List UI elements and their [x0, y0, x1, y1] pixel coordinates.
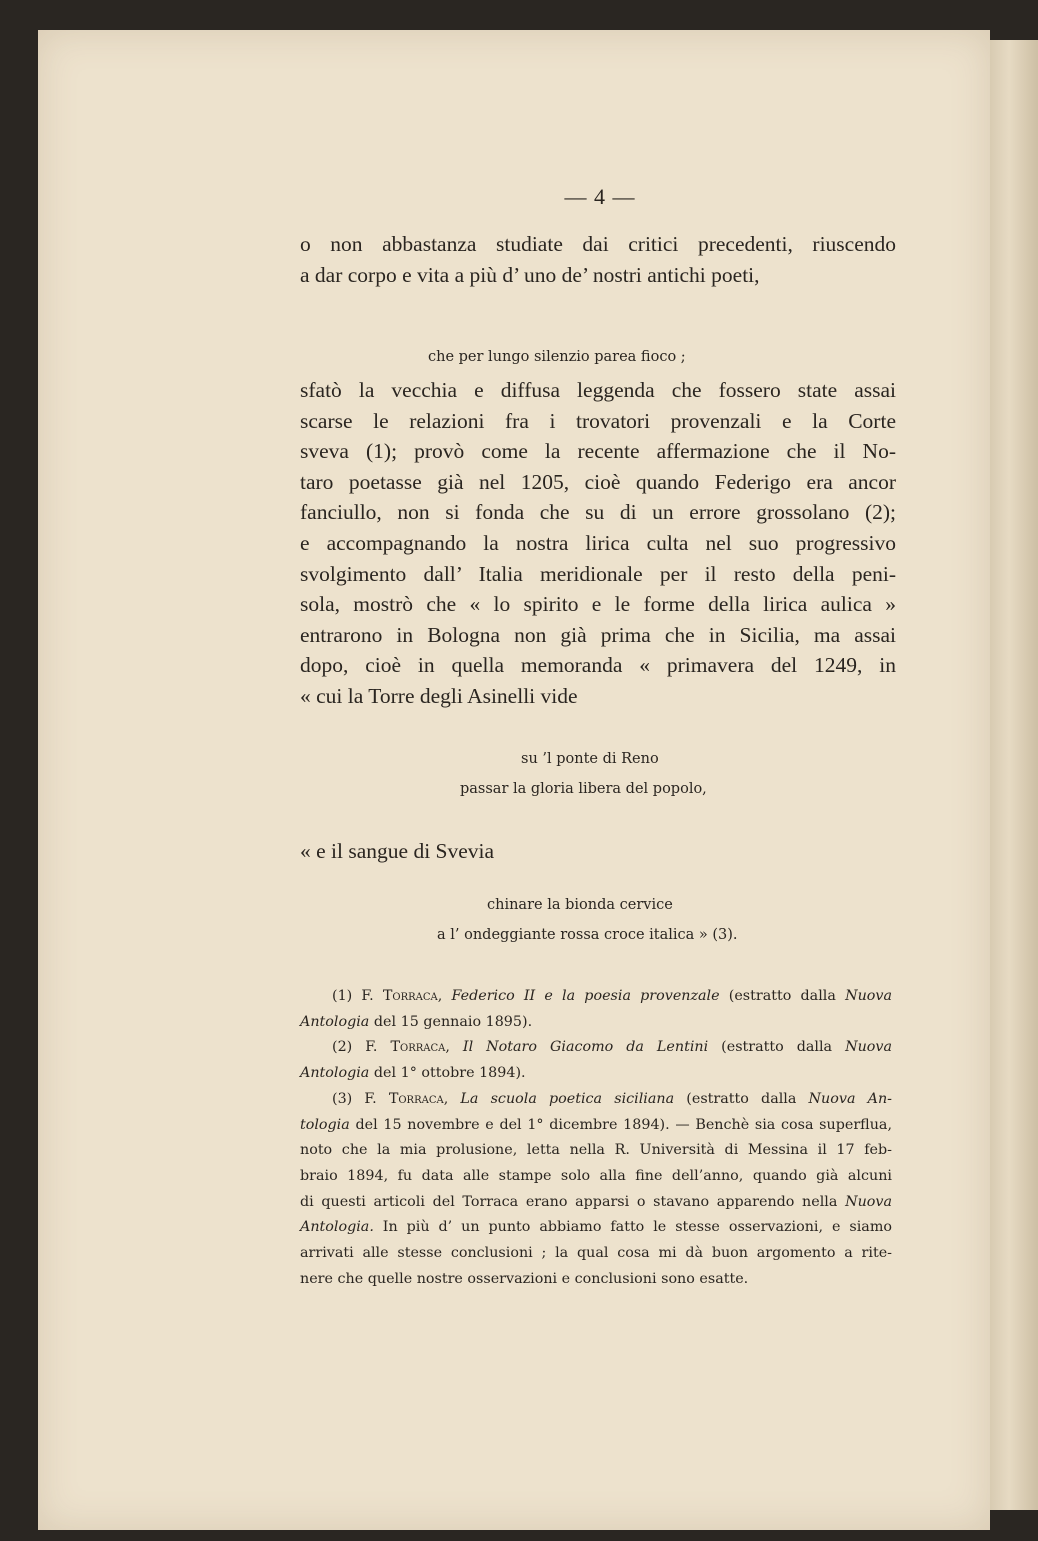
footnote-line: (2) F. Torraca, Il Notaro Giacomo da Lentini (estratto dalla Nuova	[332, 1039, 893, 1056]
title-italic: La scuola poetica siciliana	[460, 1090, 675, 1107]
footnote-line: Antologia. In più d’ un punto abbiamo fatto le stesse osservazioni, e siamo	[300, 1219, 892, 1236]
title-italic: tologia	[300, 1116, 350, 1133]
title-italic: Il Notaro Giacomo da Lentini	[462, 1039, 709, 1056]
title-italic: Antologia	[300, 1013, 370, 1030]
text-line: fanciullo, non si fonda che su di un errore grossolano (2);	[300, 500, 896, 525]
text-line: dopo, cioè in quella memoranda « primavera del 1249, in	[300, 653, 896, 678]
page-edge	[990, 40, 1038, 1510]
footnote-line: Antologia del 1° ottobre 1894).	[300, 1065, 526, 1082]
text-line: « e il sangue di Svevia	[300, 839, 495, 863]
text-line: taro poetasse già nel 1205, cioè quando Federigo era ancor	[300, 469, 896, 494]
title-italic: Antologia.	[300, 1219, 374, 1236]
paragraph-2	[300, 375, 896, 712]
footnote-line: arrivati alle stesse conclusioni ; la qual cosa mi dà buon argomento a rite-	[300, 1245, 892, 1262]
footnote-1	[300, 984, 892, 1035]
title-italic: Nuova	[845, 1039, 893, 1056]
text-line: sfatò la vecchia e diffusa leggenda che fossero state assai	[300, 378, 896, 402]
footnote-3	[300, 1087, 892, 1293]
footnote-line: (3) F. Torraca, La scuola poetica siciliana (estratto dalla Nuova An-	[332, 1090, 892, 1107]
title-italic: Antologia	[300, 1065, 370, 1082]
footnote-line: tologia del 15 novembre e del 1° dicembre 1894). — Benchè sia cosa superflua,	[300, 1116, 892, 1133]
text-line: « cui la Torre degli Asinelli vide	[300, 683, 578, 708]
author-name: Torraca	[382, 988, 438, 1004]
text-line: a dar corpo e vita a più d’ uno de’ nostri antichi poeti,	[300, 262, 760, 287]
verse-quote-2-line-1: su ’l ponte di Reno	[521, 751, 659, 767]
verse-quote-2-line-2: passar la gloria libera del popolo,	[460, 781, 707, 797]
footnotes	[300, 984, 892, 1292]
text-line: svolgimento dall’ Italia meridionale per il resto della peni-	[300, 561, 896, 586]
verse-quote-3-line-2: a l’ ondeggiante rossa croce italica » (3).	[437, 927, 738, 943]
page-number: — 4 —	[564, 184, 636, 209]
footnote-line: noto che la mia prolusione, letta nella R. Università di Messina il 17 feb-	[300, 1142, 892, 1159]
footnote-2	[300, 1035, 892, 1086]
text-line: entrarono in Bologna non già prima che in Sicilia, ma assai	[300, 622, 896, 647]
verse-quote-3-line-1: chinare la bionda cervice	[487, 897, 673, 913]
text-line: sola, mostrò che « lo spirito e le forme della lirica aulica »	[300, 592, 896, 617]
text-line: scarse le relazioni fra i trovatori provenzali e la Corte	[300, 408, 896, 433]
text-line: sveva (1); provò come la recente affermazione che il No-	[300, 439, 896, 464]
footnote-line: braio 1894, fu data alle stampe solo alla fine dell’anno, quando già alcuni	[300, 1167, 892, 1184]
title-italic: Nuova An-	[808, 1090, 892, 1107]
author-name: Torraca	[390, 1039, 446, 1056]
paragraph-3	[300, 836, 896, 867]
footnote-line: di questi articoli del Torraca erano apparsi o stavano apparendo nella Nuova	[300, 1193, 892, 1210]
title-italic: Federico II e la poesia provenzale	[451, 988, 720, 1004]
footnote-line: (1) F. Torraca, Federico II e la poesia provenzale (estratto dalla Nuova	[332, 988, 892, 1004]
footnote-line: Antologia del 15 gennaio 1895).	[300, 1013, 533, 1030]
footnote-line: nere che quelle nostre osservazioni e conclusioni sono esatte.	[300, 1270, 749, 1287]
verse-quote-1: che per lungo silenzio parea fioco ;	[428, 349, 686, 365]
paragraph-1	[300, 229, 896, 290]
text-line: e accompagnando la nostra lirica culta nel suo progressivo	[300, 530, 896, 555]
text-line: o non abbastanza studiate dai critici precedenti, riuscendo	[300, 232, 896, 256]
title-italic: Nuova	[845, 988, 892, 1004]
title-italic: Nuova	[845, 1193, 892, 1210]
author-name: Torraca	[388, 1090, 444, 1107]
